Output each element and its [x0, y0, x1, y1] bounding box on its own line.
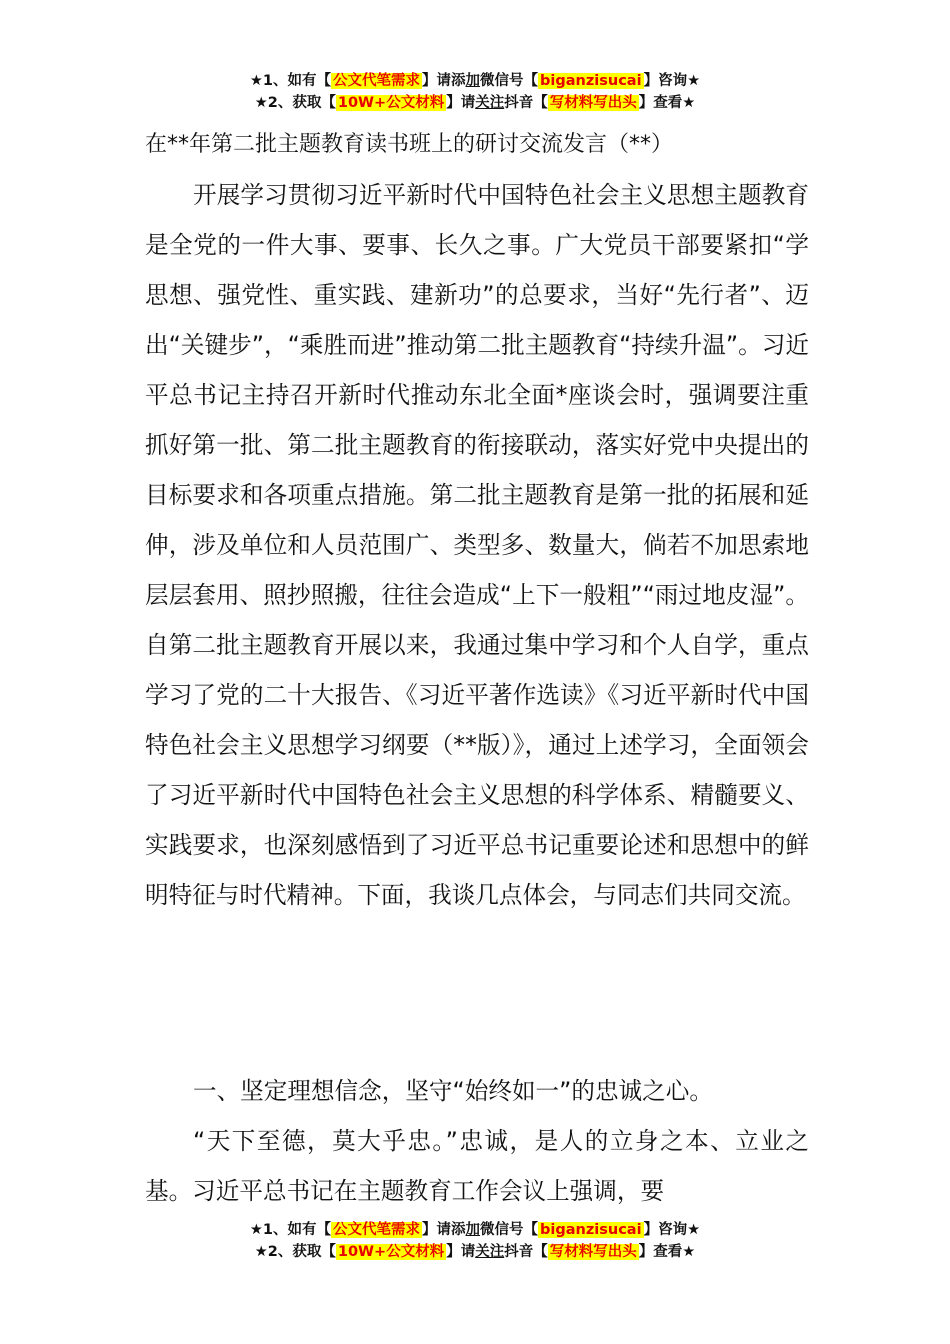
promo-banner-top	[0, 70, 950, 114]
paragraph-intro: 开展学习贯彻习近平新时代中国特色社会主义思想主题教育是全党的一件大事、要事、长久之事。广大党员干部要紧扣“学思想、强党性、重实践、建新功”的总要求，当好“先行者”、迈出“关键步”，“乘胜而进”推动第二批主题教育“持续升温”。习近平总书记主持召开新时代推动东北全面*座谈会时，强调要注重抓好第一批、第二批主题教育的衔接联动，落实好党中央提出的目标要求和各项重点措施。第二批主题教育是第一批的拓展和延伸，涉及单位和人员范围广、类型多、数量大，倘若不加思索地层层套用、照抄照搬，往往会造成“上下一般粗”“雨过地皮湿”。自第二批主题教育开展以来，我通过集中学习和个人自学，重点学习了党的二十大报告、《习近平著作选读》《习近平新时代中国特色社会主义思想学习纲要（**版）》，通过上述学习，全面领会了习近平新时代中国特色社会主义思想的科学体系、精髓要义、实践要求，也深刻感悟到了习近平总书记重要论述和思想中的鲜明特征与时代精神。下面，我谈几点体会，与同志们共同交流。	[145, 181, 809, 909]
highlight-materials: 10W+公文材料	[337, 1244, 445, 1260]
highlight-douyin: 写材料写出头	[549, 1244, 637, 1260]
promo-line-2: ★2、获取【 10W+公文材料 】请关注抖音【 写材料写出头 】查看★	[254, 1244, 696, 1260]
promo-banner-bottom	[0, 1219, 950, 1263]
document-title: 在**年第二批主题教育读书班上的研讨交流发言（**）	[145, 132, 674, 157]
highlight-service: 公文代笔需求	[333, 73, 421, 89]
promo-line-1: ★1、如有【 公文代笔需求 】请添加微信号【 biganzisucai 】咨询★	[249, 1222, 701, 1238]
highlight-wechat-id: biganzisucai	[540, 1222, 642, 1238]
promo-line-2: ★2、获取【 10W+公文材料 】请关注抖音【 写材料写出头 】查看★	[254, 95, 696, 111]
section-heading-1: 一、坚定理想信念，坚守“始终如一”的忠诚之心。	[193, 1077, 713, 1105]
highlight-service: 公文代笔需求	[333, 1222, 421, 1238]
highlight-wechat-id: biganzisucai	[540, 73, 642, 89]
paragraph-loyalty: “天下至德，莫大乎忠。”忠诚，是人的立身之本、立业之基。习近平总书记在主题教育工作会议上强调，要	[145, 1127, 809, 1205]
highlight-douyin: 写材料写出头	[549, 95, 637, 111]
highlight-materials: 10W+公文材料	[337, 95, 445, 111]
promo-line-1: ★1、如有【 公文代笔需求 】请添加微信号【 biganzisucai 】咨询★	[249, 73, 701, 89]
